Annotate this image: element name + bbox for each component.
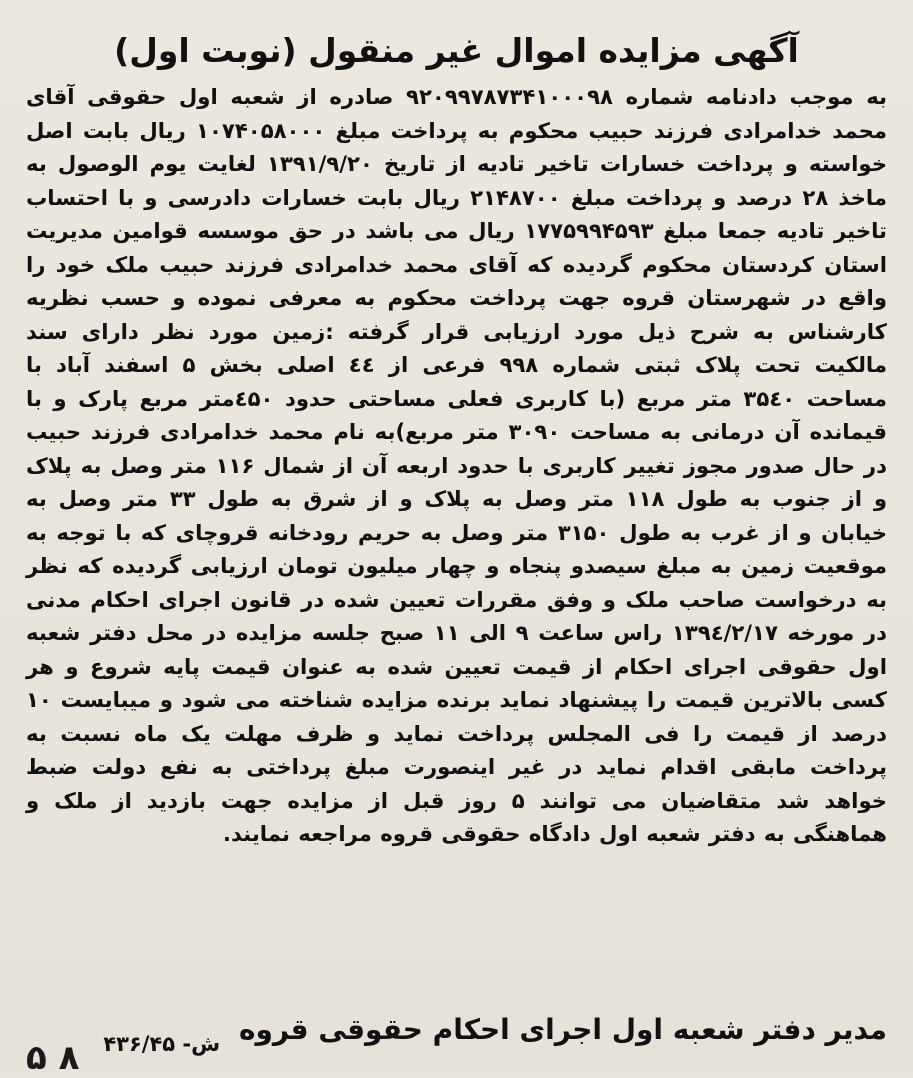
notice-body: به موجب دادنامه شماره ۹۲۰۹۹۷۸۷۳۴۱۰۰۰۹۸ صادره از شعبه اول حقوقی آقای محمد خدامرادی فرزند حبیب محکوم به پرداخت مبلغ ۱۰۷۴۰۵۸۰۰۰ ریال بابت اصل خواسته و پرداخت خسارات تاخیر تادیه از تاریخ ۱۳۹۱/۹/۲۰ لغایت یوم الوصول به ماخذ ۲۸ درصد و پرداخت مبلغ ۲۱۴۸۷۰۰ ریال بابت خسارات دادرسی و با احتساب تاخیر تادیه جمعا مبلغ ۱۷۷۵۹۹۴۵۹۳ ریال می باشد در حق موسسه قوامین مدیریت استان کردستان محکوم گردیده که آقای محمد خدامرادی فرزند حبیب ملک خود را واقع در شهرستان قروه جهت پرداخت محکوم به معرفی نموده و حسب نظریه کارشناس به شرح ذیل مورد ارزیابی قرار گرفته :زمین مورد نظر دارای سند مالکیت تحت پلاک ثبتی شماره ۹۹۸ فرعی از ٤٤ اصلی بخش ۵ اسفند آباد با مساحت ۳۵٤۰ متر مربع (با کاربری فعلی مساحتی حدود ٤۵۰متر مربع پارک و با قیمانده آن درمانی به مساحت ۳۰۹۰ متر مربع)به نام محمد خدامرادی فرزند حبیب در حال صدور مجوز تغییر کاربری با حدود اربعه آن از شمال ۱۱۶ متر وصل به پلاک و از جنوب به طول ۱۱۸ متر وصل به پلاک و از شرق به طول ۳۳ متر وصل به خیابان و از غرب به طول ۳۱۵۰ متر وصل به حریم رودخانه قروچای که با توجه به موقعیت زمین به مبلغ سیصدو پنجاه و چهار میلیون تومان ارزیابی گردیده که نظر به درخواست صاحب ملک و وفق مقررات تعیین شده در قانون اجرای احکام مدنی در مورخه ۱۳۹٤/۲/۱۷ راس ساعت ۹ الی ۱۱ صبح جلسه مزایده در محل دفتر شعبه اول حقوقی اجرای احکام از قیمت تعیین شده به عنوان قیمت پایه شروع و هر کسی بالاترین قیمت را پیشنهاد نماید برنده مزایده شناخته می شود و میبایست ۱۰ درصد از قیمت را فی المجلس پرداخت نماید و ظرف مهلت یک ماه نسبت به پرداخت مابقی اقدام نماید در غیر اینصورت مبلغ پرداختی به نفع دولت ضبط خواهد شد متقاضیان می توانند ۵ روز قبل از مزایده جهت بازدید از ملک و هماهنگی به دفتر شعبه اول دادگاه حقوقی قروه مراجعه نمایند. (26, 84, 888, 846)
corner-mark: ۵ ۸ (26, 1038, 80, 1078)
notice-footer (26, 1010, 887, 1078)
reference-block (26, 1010, 220, 1078)
signature-line: مدیر دفتر شعبه اول اجرای احکام حقوقی قروه (238, 1013, 887, 1046)
reference-number: ۴۳۶/۴۵ -ش (103, 1032, 221, 1056)
notice-title: آگهی مزایده اموال غیر منقول (نوبت اول) (114, 31, 799, 70)
